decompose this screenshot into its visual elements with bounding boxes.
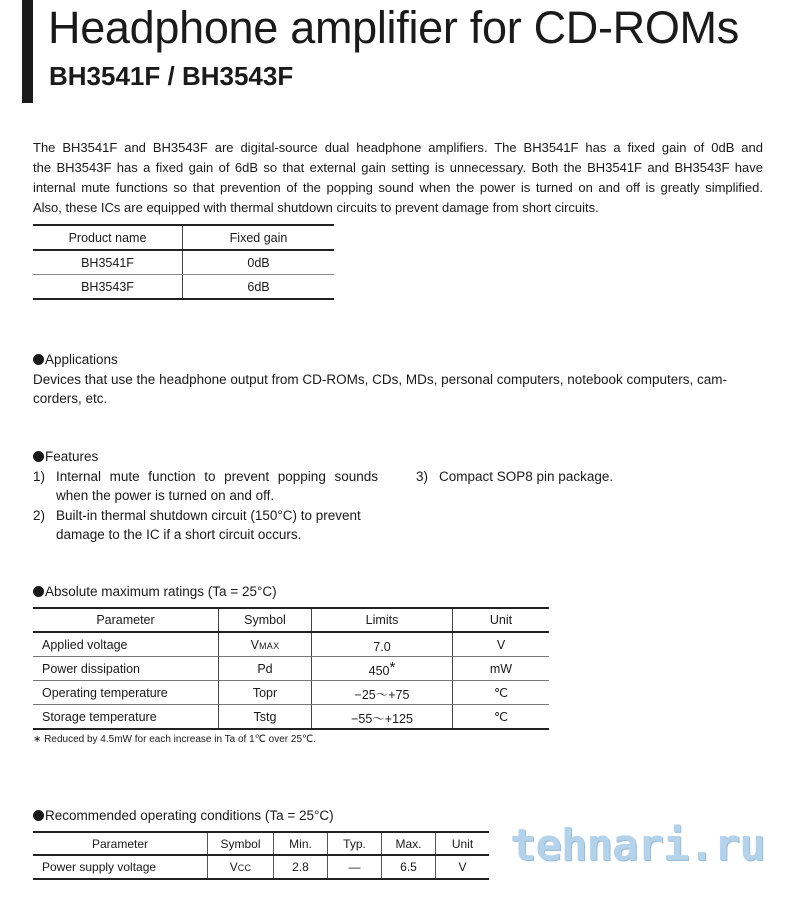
symbol-main: Pd [257,661,273,676]
feature-item [33,506,383,546]
unit-cell: mW [453,657,550,681]
fixed-gain-cell: 6dB [247,279,270,294]
watermark-logo [510,820,765,871]
abs-max-heading [33,582,277,602]
limits-cell [312,657,453,681]
min-cell: 2.8 [274,855,328,879]
limits-value: −25～+75 [354,687,410,702]
intro-line: internal mute functions so that prevention of the popping sound when the power is turned on and off is greatly simplified. [33,180,763,195]
parameter-cell: Power dissipation [33,657,219,681]
table-row [33,250,334,275]
applications-heading [33,350,118,370]
feature-number: 1) [33,469,46,484]
limits-value: −55～+125 [351,711,413,726]
footnote-mark: * [389,659,396,676]
unit-cell: V [453,632,550,657]
product-name-cell: BH3543F [33,275,183,300]
limits-cell [312,705,453,730]
column-header: Symbol [208,832,274,855]
column-header: Symbol [219,608,312,632]
absolute-max-ratings-table [33,607,549,730]
limits-value: 7.0 [373,640,391,654]
parameter-cell: Operating temperature [33,681,219,705]
max-cell: 6.5 [382,855,436,879]
symbol-main: V [250,637,259,652]
symbol-cell [219,632,312,657]
column-header: Parameter [33,832,208,855]
symbol-main: V [229,860,238,874]
typ-cell: — [328,855,382,879]
feature-item [33,467,383,507]
intro-line: The BH3541F and BH3543F are digital-source dual headphone amplifiers. The BH3541F has a fixed gain of 0dB and [33,140,763,155]
feature-text: Compact SOP8 pin package. [439,469,614,484]
symbol-subscript: MAX [258,640,280,651]
limits-value: 450 [368,664,390,678]
section-title: Applications [45,352,118,367]
feature-text: Built-in thermal shutdown circuit (150°C) to prevent [56,508,361,523]
unit-cell: V [458,860,467,874]
bullet-icon [33,586,44,597]
applications-line: corders, etc. [33,391,108,406]
table-row [33,855,489,879]
symbol-cell [219,705,312,730]
feature-number: 3) [416,469,429,484]
intro-line: Also, these ICs are equipped with thermal shutdown circuits to prevent damage from short circuits. [33,200,599,215]
table-row [33,657,549,681]
table-row [33,705,549,730]
unit-cell: ℃ [453,681,550,705]
header-accent-bar [22,0,33,103]
feature-text: damage to the IC if a short circuit occurs. [56,527,302,542]
bullet-icon [33,354,44,365]
feature-text: Internal mute function to prevent popping sounds [56,469,378,484]
section-title: Features [45,449,99,464]
recommended-heading [33,806,334,826]
table-row [33,275,334,300]
column-header: Parameter [33,608,219,632]
parameter-cell: Storage temperature [33,705,219,730]
page-title: Headphone amplifier for CD-ROMs [48,2,739,53]
feature-number: 2) [33,508,46,523]
intro-line: the BH3543F has a fixed gain of 6dB so that external gain setting is unnecessary. Both the BH3541F and BH3543F have [33,160,763,175]
table-row [33,632,549,657]
parameter-cell: Applied voltage [33,632,219,657]
symbol-main: Tstg [253,709,277,724]
section-title: Absolute maximum ratings (Ta = 25°C) [45,584,277,599]
bullet-icon [33,810,44,821]
watermark-text: tehnari.ru [510,820,765,871]
recommended-conditions-table [33,831,489,880]
product-gain-table [33,224,334,300]
symbol-cell [219,681,312,705]
unit-cell: ℃ [493,710,509,724]
features-heading [33,447,98,467]
product-name-cell: BH3541F [33,250,183,275]
symbol-cell [208,855,274,879]
part-numbers: BH3541F / BH3543F [49,61,294,91]
symbol-cell [219,657,312,681]
limits-cell [312,632,453,657]
column-header: Typ. [328,832,382,855]
limits-cell [312,681,453,705]
bullet-icon [33,451,44,462]
table-row [33,681,549,705]
applications-line: Devices that use the headphone output from CD-ROMs, CDs, MDs, personal computers, notebook computers, cam- [33,372,728,387]
footnote: ∗ Reduced by 4.5mW for each increase in Ta of 1℃ over 25℃. [33,734,317,745]
column-header: Max. [382,832,436,855]
column-header: Unit [453,608,550,632]
parameter-cell: Power supply voltage [33,855,208,879]
fixed-gain-cell: 0dB [183,250,335,275]
column-header: Min. [274,832,328,855]
column-header: Product name [33,225,183,250]
feature-item [416,467,716,487]
symbol-main: Topr [252,685,278,700]
column-header: Limits [312,608,453,632]
feature-text: when the power is turned on and off. [56,488,275,503]
intro-paragraph [33,138,763,218]
column-header: Fixed gain [183,225,335,250]
column-header: Unit [436,832,490,855]
symbol-subscript: CC [237,863,252,873]
section-title: Recommended operating conditions (Ta = 25°C) [45,808,334,823]
